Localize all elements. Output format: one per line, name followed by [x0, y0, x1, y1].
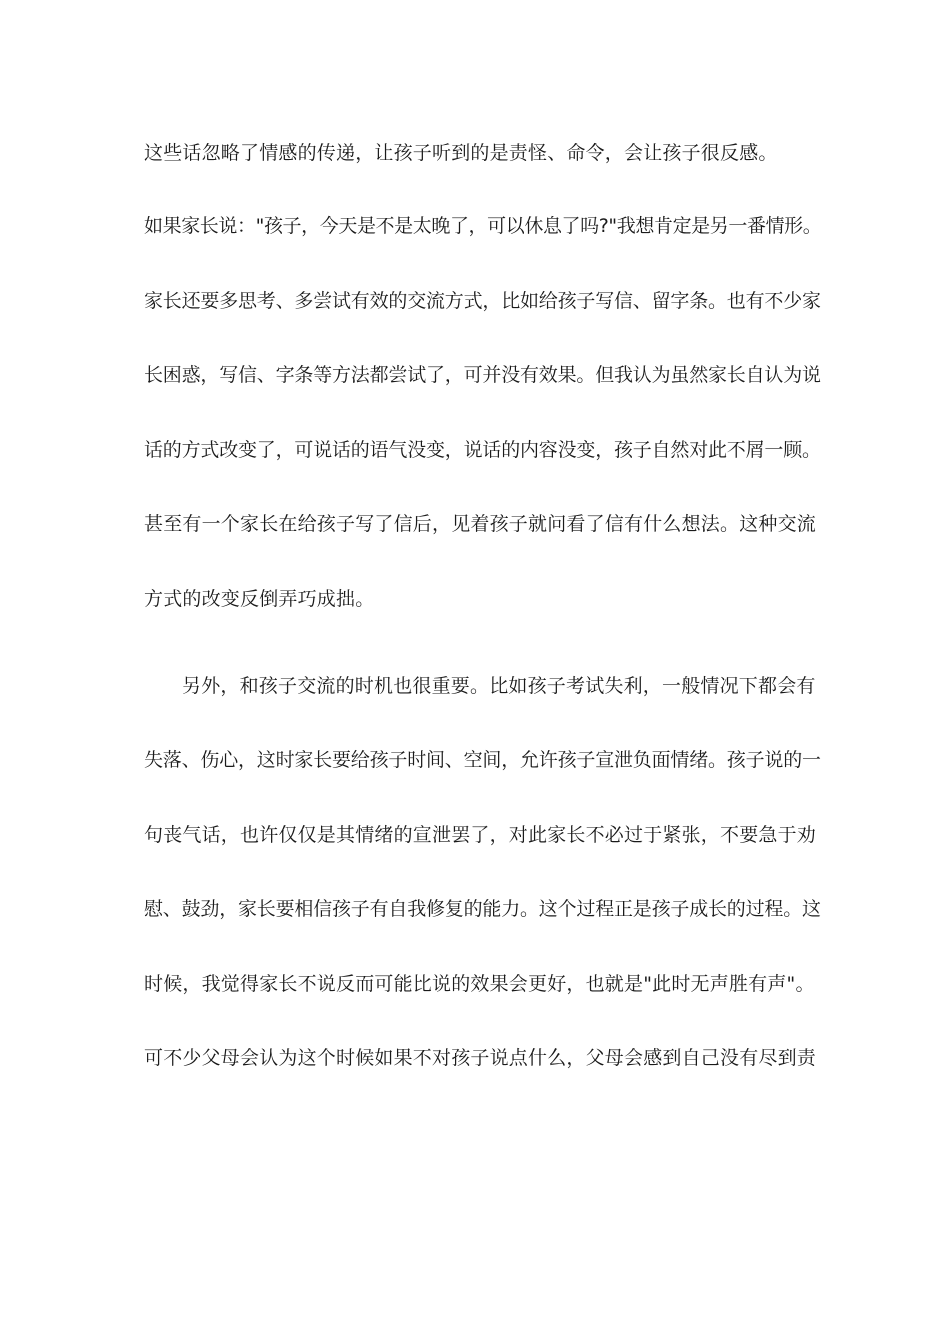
text-line: 话的方式改变了，可说话的语气没变，说话的内容没变，孩子自然对此不屑一顾。: [144, 439, 821, 461]
text-line: 可不少父母会认为这个时候如果不对孩子说点什么，父母会感到自己没有尽到责: [144, 1047, 817, 1069]
text-line: 句丧气话，也许仅仅是其情绪的宣泄罢了，对此家长不必过于紧张，不要急于劝: [144, 824, 817, 846]
text-line: 甚至有一个家长在给孩子写了信后，见着孩子就问看了信有什么想法。这种交流: [144, 513, 817, 535]
text-line: 如果家长说："孩子，今天是不是太晚了，可以休息了吗?"我想肯定是另一番情形。: [144, 215, 822, 237]
paragraph-first-line: 另外，和孩子交流的时机也很重要。比如孩子考试失利，一般情况下都会有: [182, 675, 816, 697]
text-line: 家长还要多思考、多尝试有效的交流方式，比如给孩子写信、留字条。也有不少家: [144, 290, 821, 312]
text-line: 失落、伤心，这时家长要给孩子时间、空间，允许孩子宣泄负面情绪。孩子说的一: [144, 749, 821, 771]
text-line: 长困惑，写信、字条等方法都尝试了，可并没有效果。但我认为虽然家长自认为说: [144, 364, 821, 386]
text-line: 时候，我觉得家长不说反而可能比说的效果会更好，也就是"此时无声胜有声"。: [144, 973, 815, 995]
text-line: 慰、鼓劲，家长要相信孩子有自我修复的能力。这个过程正是孩子成长的过程。这: [144, 898, 821, 920]
text-line: 这些话忽略了情感的传递，让孩子听到的是责怪、命令，会让孩子很反感。: [144, 142, 778, 164]
text-line: 方式的改变反倒弄巧成拙。: [144, 588, 375, 610]
